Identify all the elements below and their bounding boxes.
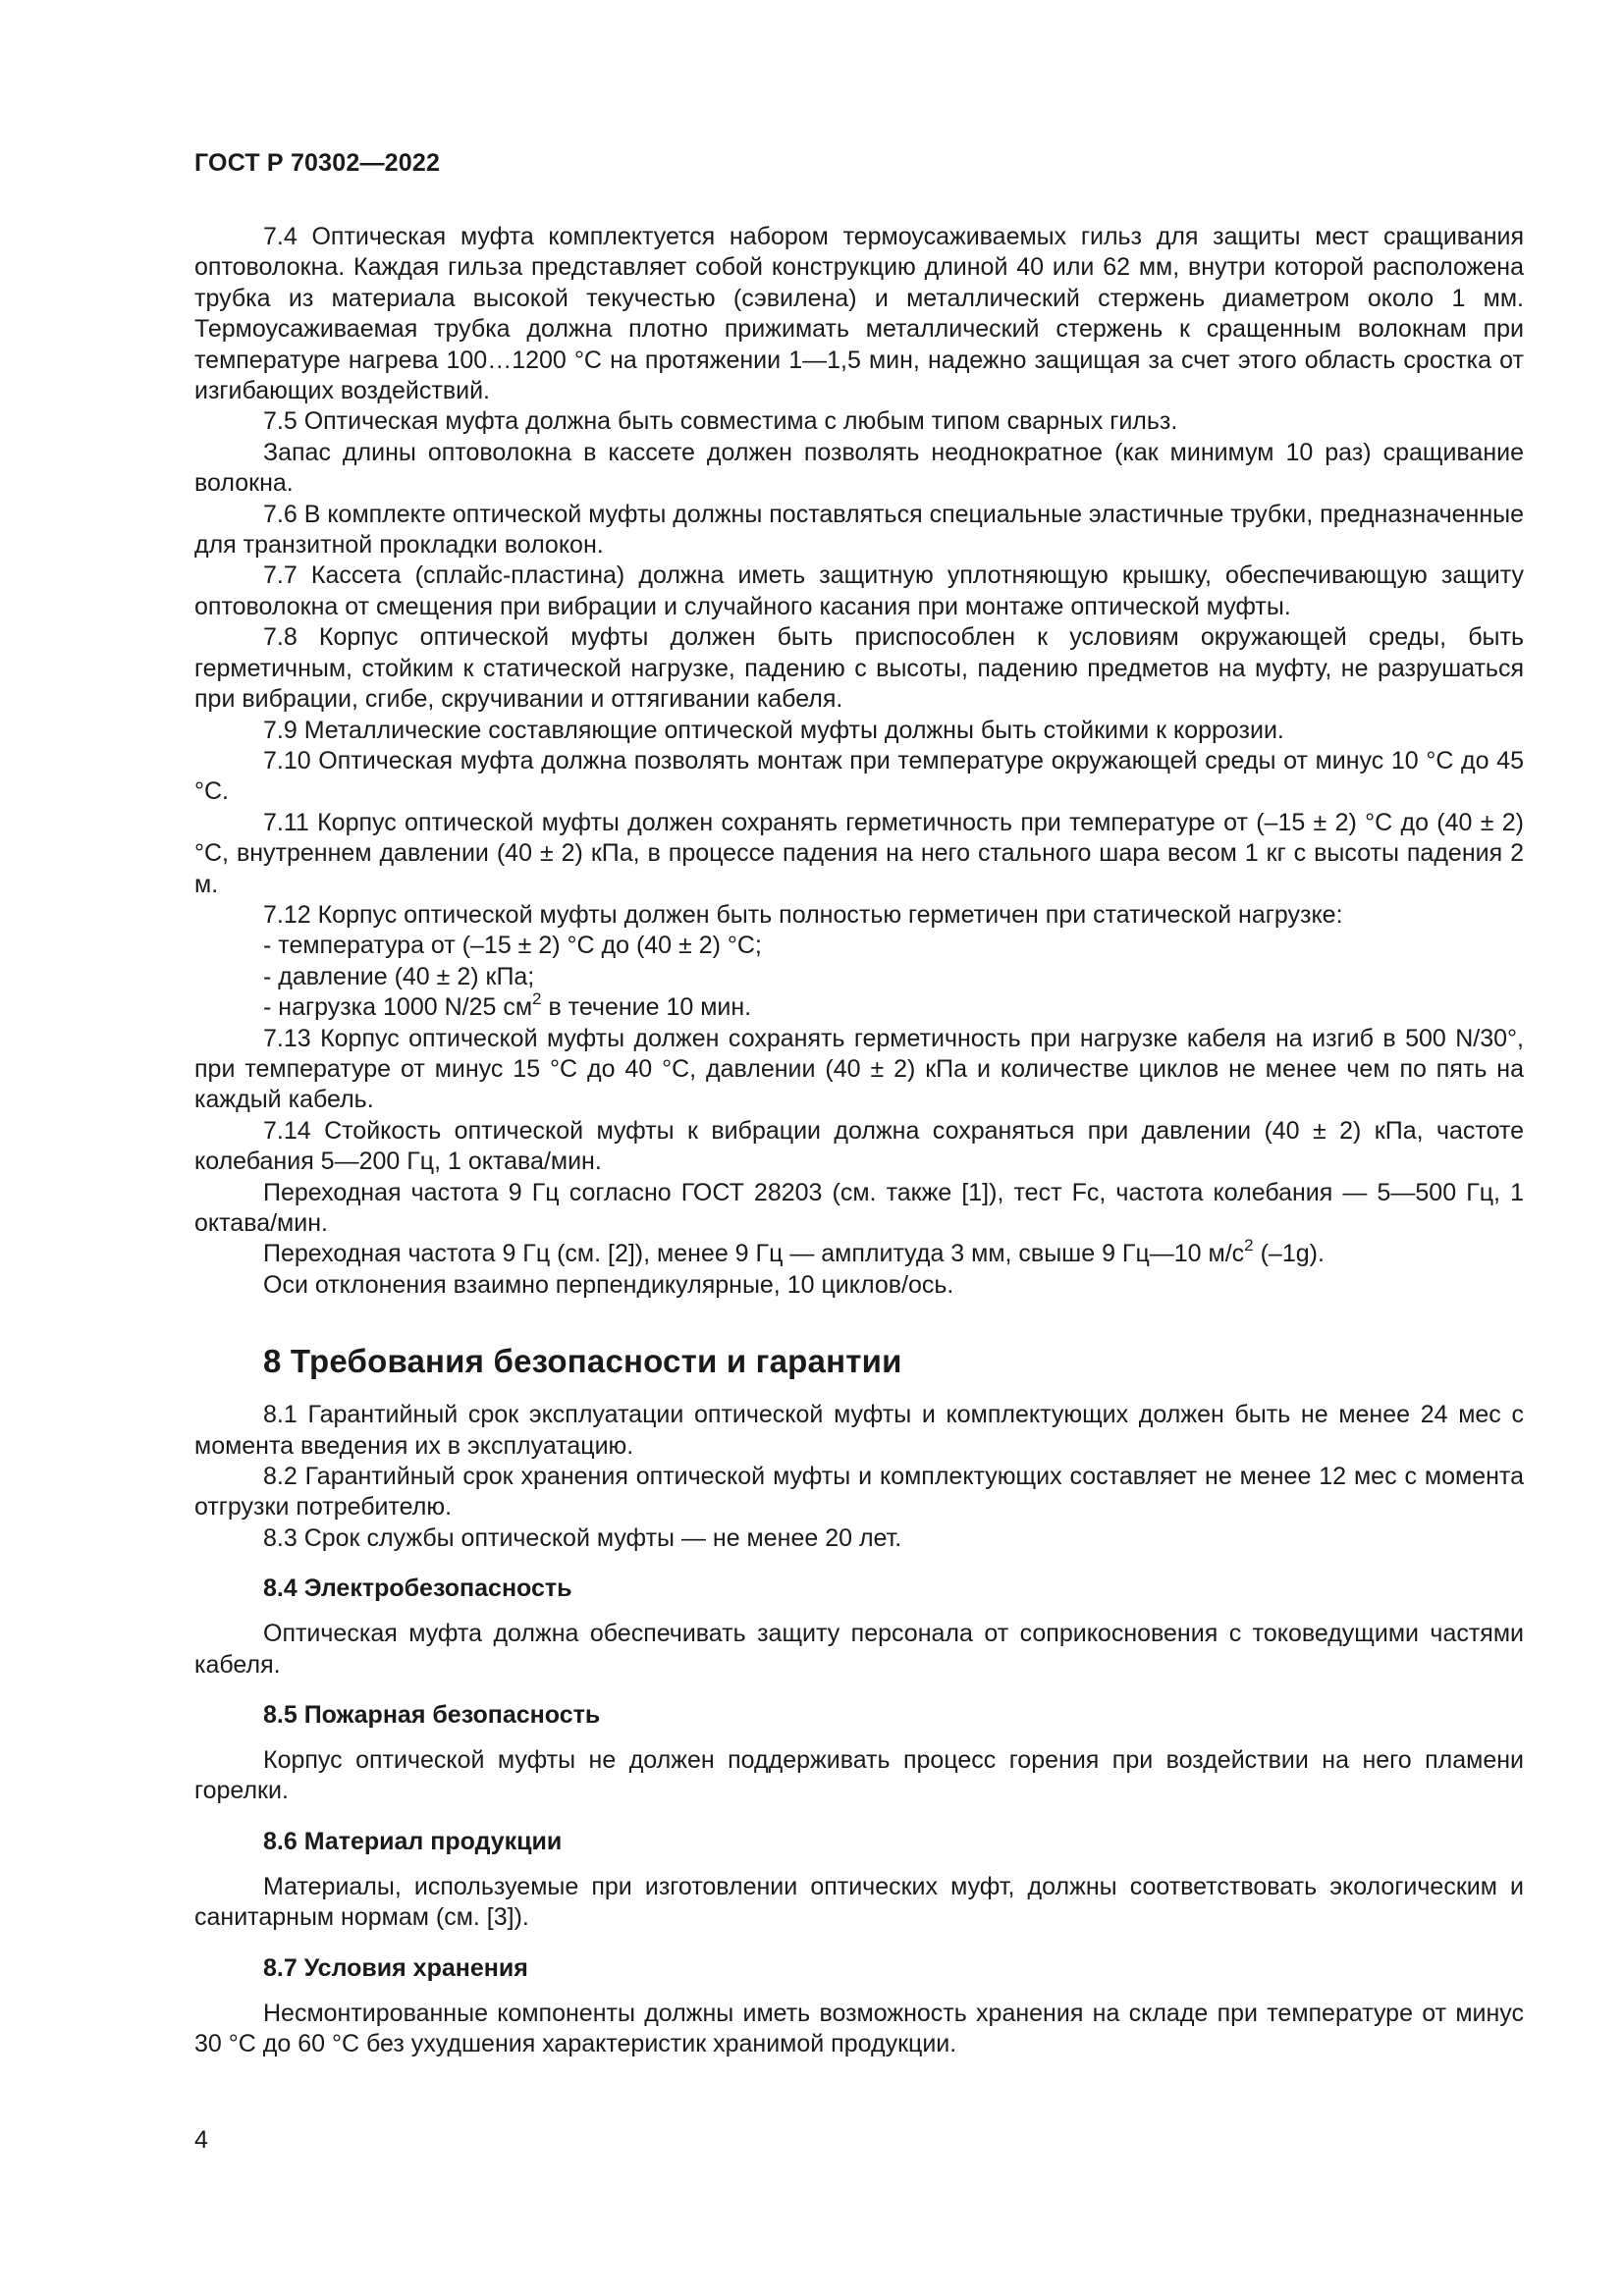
paragraph-7-11: 7.11 Корпус оптической муфты должен сохранять герметичность при температуре от (–15 ± 2) °С до (40 ± 2) °С, внутреннем давлении (40 ± 2) кПа, в процессе падения на него стального шара весом 1 кг с высоты падения 2 м. — [194, 808, 1524, 898]
paragraph-7-12: 7.12 Корпус оптической муфты должен быть полностью герметичен при статической нагрузке: — [263, 900, 1343, 929]
list-item-load — [194, 988, 1524, 1023]
subsection-8-6-title: 8.6 Материал продукции — [263, 1827, 563, 1855]
paragraph-7-13: 7.13 Корпус оптической муфты должен сохранять герметичность при нагрузке кабеля на изгиб в 500 N/30°, при температуре от минус 15 °С до 40 °С, давлении (40 ± 2) кПа и количестве циклов не менее чем по пять на каждый кабель. — [194, 1024, 1524, 1114]
document-code-header: ГОСТ Р 70302—2022 — [194, 149, 441, 177]
paragraph-8-3: 8.3 Срок службы оптической муфты — не менее 20 лет. — [263, 1523, 902, 1552]
paragraph-7-7: 7.7 Кассета (сплайс-пластина) должна иметь защитную уплотняющую крышку, обеспечивающую защиту оптоволокна от смещения при вибрации и случайного касания при монтаже оптической муфты. — [194, 561, 1524, 620]
subsection-8-5-title: 8.5 Пожарная безопасность — [263, 1701, 601, 1730]
paragraph-7-5: 7.5 Оптическая муфта должна быть совместима с любым типом сварных гильз. — [263, 407, 1178, 436]
load-superscript: 2 — [532, 988, 542, 1008]
paragraph-7-8: 7.8 Корпус оптической муфты должен быть приспособлен к условиям окружающей среды, быть герметичным, стойким к статической нагрузке, падению с высоты, падению предметов на муфту, не разрушаться при вибрации, сгибе, скручивании и оттягивании кабеля. — [194, 623, 1524, 714]
paragraph-8-2: 8.2 Гарантийный срок хранения оптической муфты и комплектующих составляет не менее 12 мес с момента отгрузки потребителю. — [194, 1463, 1524, 1522]
paragraph-transition-freq-gost: Переходная частота 9 Гц согласно ГОСТ 28203 (см. также [1]), тест Fc, частота колебания — 5—500 Гц, 1 октава/мин. — [194, 1178, 1524, 1237]
paragraph-7-14: 7.14 Стойкость оптической муфты к вибрации должна сохраняться при давлении (40 ± 2) кПа, частоте колебания 5—200 Гц, 1 октава/мин. — [194, 1116, 1524, 1176]
list-item-pressure: - давление (40 ± 2) кПа; — [263, 962, 535, 990]
paragraph-7-4: 7.4 Оптическая муфта комплектуется набором термоусаживаемых гильз для защиты мест сращивания оптоволокна. Каждая гильза представляет собой конструкцию длиной 40 или 62 мм, внутри которой расположена трубка из материала высокой текучестью (сэвилена) и металлический стержень диаметром около 1 мм. Термоусаживаемая трубка должна плотно прижимать металлический стержень к сращенным волокнам при температуре нагрева 100…1200 °С на протяжении 1—1,5 мин, надежно защищая за счет этого область сростка от изгибающих воздействий. — [194, 223, 1524, 405]
freq-text: Переходная частота 9 Гц (см. [2]), менее 9 Гц — амплитуда 3 мм, свыше 9 Гц—10 м/с — [263, 1240, 1245, 1268]
freq-tail: (–1g). — [1253, 1240, 1325, 1268]
subsection-8-7-title: 8.7 Условия хранения — [263, 1953, 528, 1982]
load-text: - нагрузка 1000 N/25 см — [263, 993, 533, 1022]
paragraph-8-7: Несмонтированные компоненты должны иметь возможность хранения на складе при температуре от минус 30 °С до 60 °С без ухудшения характеристик хранимой продукции. — [194, 1999, 1524, 2058]
subsection-8-4-title: 8.4 Электробезопасность — [263, 1575, 572, 1603]
document-body — [194, 222, 1524, 2060]
paragraph-8-6: Материалы, используемые при изготовлении оптических муфт, должны соответствовать экологическим и санитарным нормам (см. [3]). — [194, 1872, 1524, 1932]
page-number: 4 — [194, 2126, 208, 2154]
paragraph-7-5-fiber-reserve: Запас длины оптоволокна в кассете должен позволять неоднократное (как минимум 10 раз) сращивание волокна. — [194, 438, 1524, 498]
load-tail: в течение 10 мин. — [541, 993, 752, 1022]
freq-superscript: 2 — [1244, 1236, 1254, 1255]
paragraph-8-1: 8.1 Гарантийный срок эксплуатации оптической муфты и комплектующих должен быть не менее 24 мес с момента введения их в эксплуатацию. — [194, 1401, 1524, 1460]
paragraph-8-4: Оптическая муфта должна обеспечивать защиту персонала от соприкосновения с токоведущими частями кабеля. — [194, 1620, 1524, 1679]
paragraph-deflection-axes: Оси отклонения взаимно перпендикулярные, 10 циклов/ось. — [263, 1270, 954, 1299]
list-item-temperature: - температура от (–15 ± 2) °С до (40 ± 2) °С; — [263, 932, 762, 960]
section-8-title: 8 Требования безопасности и гарантии — [263, 1343, 902, 1380]
paragraph-7-10: 7.10 Оптическая муфта должна позволять монтаж при температуре окружающей среды от минус 10 °С до 45 °С. — [194, 746, 1524, 806]
paragraph-transition-freq-amplitude — [194, 1236, 1524, 1269]
paragraph-7-9: 7.9 Металлические составляющие оптической муфты должны быть стойкими к коррозии. — [263, 716, 1284, 744]
paragraph-7-6: 7.6 В комплекте оптической муфты должны поставляться специальные эластичные трубки, предназначенные для транзитной прокладки волокон. — [194, 500, 1525, 560]
paragraph-8-5: Корпус оптической муфты не должен поддерживать процесс горения при воздействии на него пламени горелки. — [194, 1746, 1524, 1805]
